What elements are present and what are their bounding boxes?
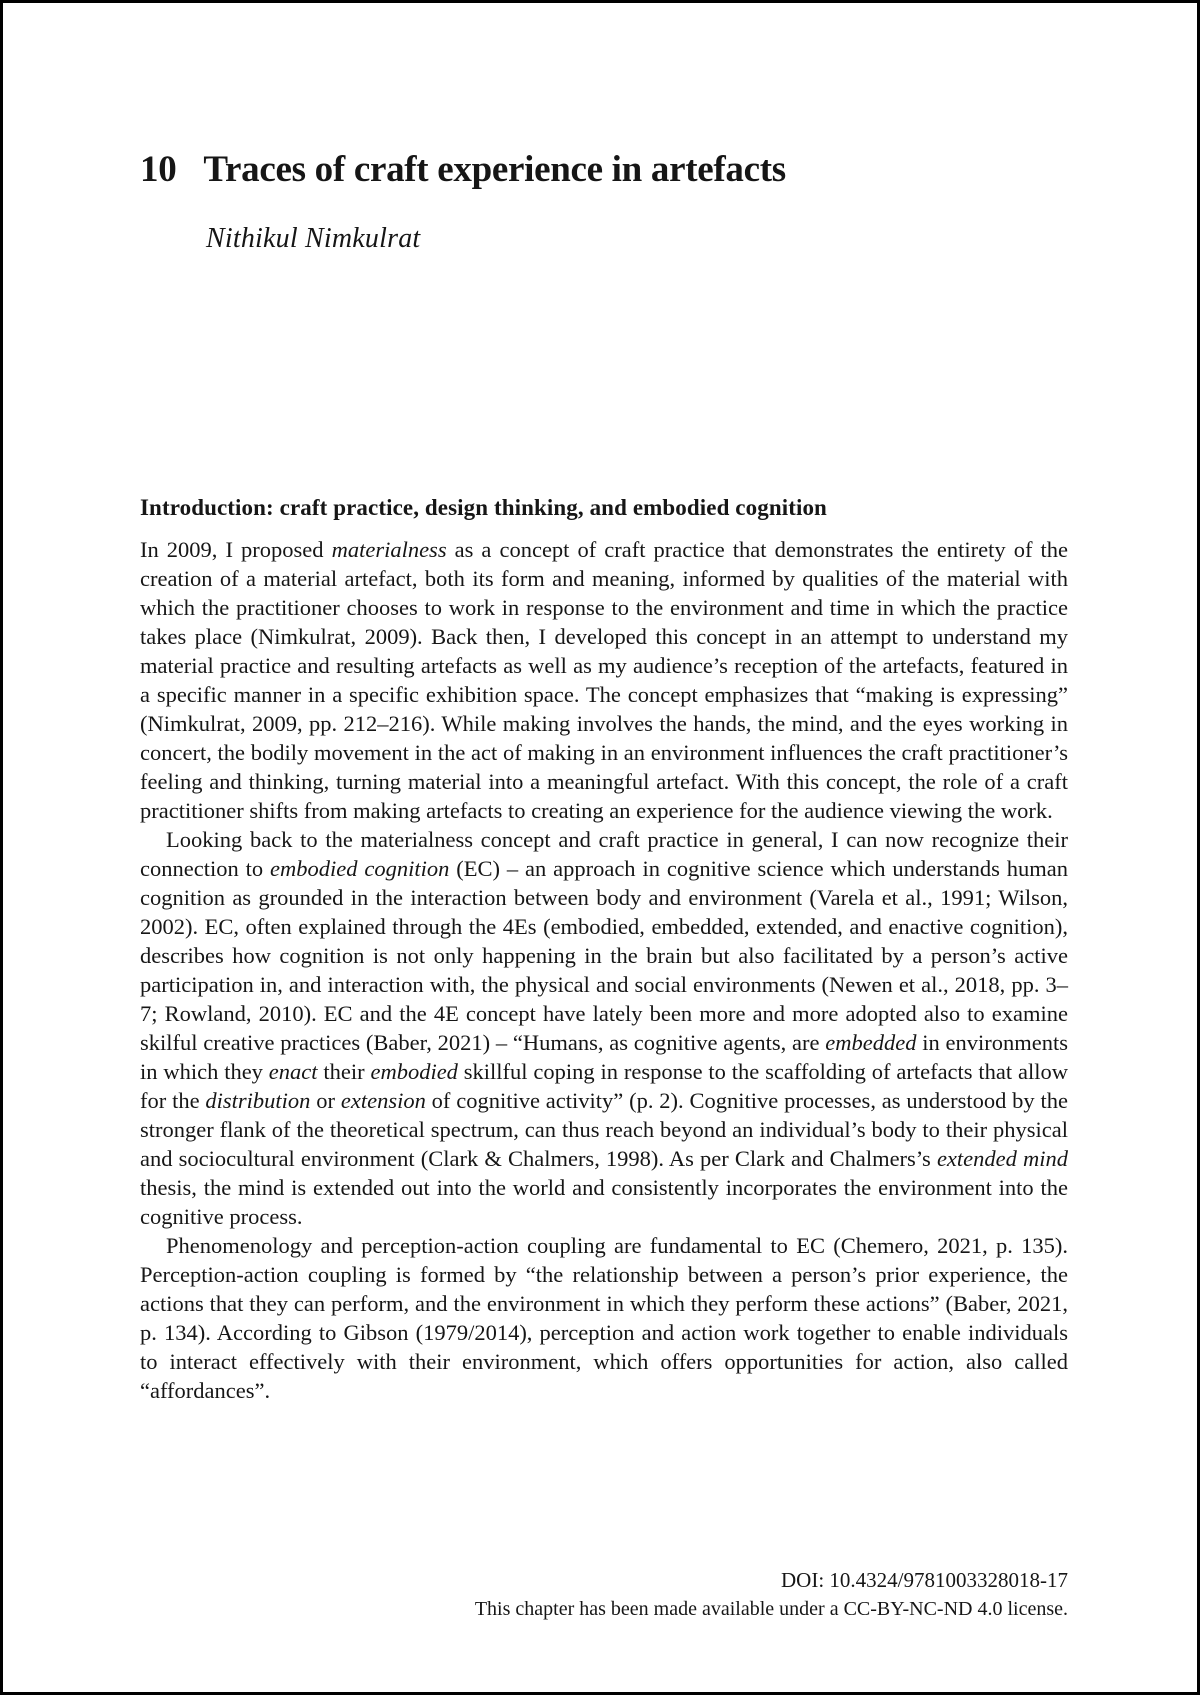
- paragraph-1: [140, 535, 1068, 825]
- text-segment: or: [310, 1088, 341, 1113]
- doi-line: DOI: 10.4324/9781003328018-17: [781, 1568, 1068, 1592]
- page-footer: [140, 1566, 1068, 1624]
- chapter-author: Nithikul Nimkulrat: [206, 222, 421, 254]
- text-segment: Phenomenology and perception-action coupling are fundamental to EC (Chemero, 2021, p. 135). Perception-action coupling is formed by “the relationship between a person’s prior experience, the actions that they can perform, and the environment in which they perform these actions” (Baber, 2021, p. 134). According to Gibson (1979/2014), perception and action work together to enable individuals to interact effectively with their environment, which offers opportunities for action, also called “affordances”.: [140, 1233, 1068, 1403]
- text-segment-italic: distribution: [205, 1088, 311, 1113]
- text-segment: Looking back to the materialness concept and craft practice in general, I can now recognize their connection to: [140, 827, 1068, 881]
- text-segment-italic: materialness: [331, 537, 447, 562]
- text-segment-italic: extended mind: [936, 1146, 1068, 1171]
- chapter-number: 10: [140, 149, 177, 190]
- text-segment: (EC) – an approach in cognitive science which understands human cognition as grounded in the interaction between body and environment (Varela et al., 1991; Wilson, 2002). EC, often explained through the 4Es (embodied, embedded, extended, and enactive cognition), describes how cognition is not only happening in the brain but also facilitated by a person’s active participation in, and interaction with, the physical and social environments (Newen et al., 2018, pp. 3–7; Rowland, 2010). EC and the 4E concept have lately been more and more adopted also to examine skilful creative practices (Baber, 2021) – “Humans, as cognitive agents, are: [140, 856, 1069, 1055]
- text-segment: their: [317, 1059, 371, 1084]
- chapter-head: [140, 149, 786, 255]
- text-segment-italic: enact: [268, 1059, 318, 1084]
- text-segment: In 2009, I proposed: [140, 537, 332, 562]
- text-segment-italic: extension: [340, 1088, 426, 1113]
- text-segment-italic: embodied: [370, 1059, 458, 1084]
- chapter-title: [140, 149, 786, 192]
- text-segment-italic: embedded: [825, 1030, 917, 1055]
- text-segment: in environments in which they: [140, 1030, 1068, 1084]
- chapter-title-text: Traces of craft experience in artefacts: [203, 149, 786, 190]
- paragraph-3: [140, 1231, 1068, 1405]
- text-segment: as a concept of craft practice that demonstrates the entirety of the creation of a material artefact, both its form and meaning, informed by qualities of the material with which the practitioner chooses to work in response to the environment and time in which the practice takes place (Nimkulrat, 2009). Back then, I developed this concept in an attempt to understand my material practice and resulting artefacts as well as my audience’s reception of the artefacts, featured in a specific manner in a specific exhibition space. The concept emphasizes that “making is expressing” (Nimkulrat, 2009, pp. 212–216). While making involves the hands, the mind, and the eyes working in concert, the bodily movement in the act of making in an environment influences the craft practitioner’s feeling and thinking, turning material into a meaningful artefact. With this concept, the role of a craft practitioner shifts from making artefacts to creating an experience for the audience viewing the work.: [140, 537, 1068, 823]
- license-line: This chapter has been made available under a CC-BY-NC-ND 4.0 license.: [474, 1598, 1068, 1620]
- text-segment: thesis, the mind is extended out into the world and consistently incorporates the environment into the cognitive process.: [140, 1175, 1068, 1229]
- section-heading: Introduction: craft practice, design thinking, and embodied cognition: [140, 495, 827, 520]
- text-segment: of cognitive activity” (p. 2). Cognitive processes, as understood by the stronger flank of the theoretical spectrum, can thus reach beyond an individual’s body to their physical and sociocultural environment (Clark & Chalmers, 1998). As per Clark and Chalmers’s: [140, 1088, 1068, 1171]
- text-segment: skillful coping in response to the scaffolding of artefacts that allow for the: [140, 1059, 1068, 1113]
- chapter-body: [140, 495, 1068, 1405]
- paragraph-2: [140, 825, 1068, 1231]
- text-segment-italic: embodied cognition: [269, 856, 450, 881]
